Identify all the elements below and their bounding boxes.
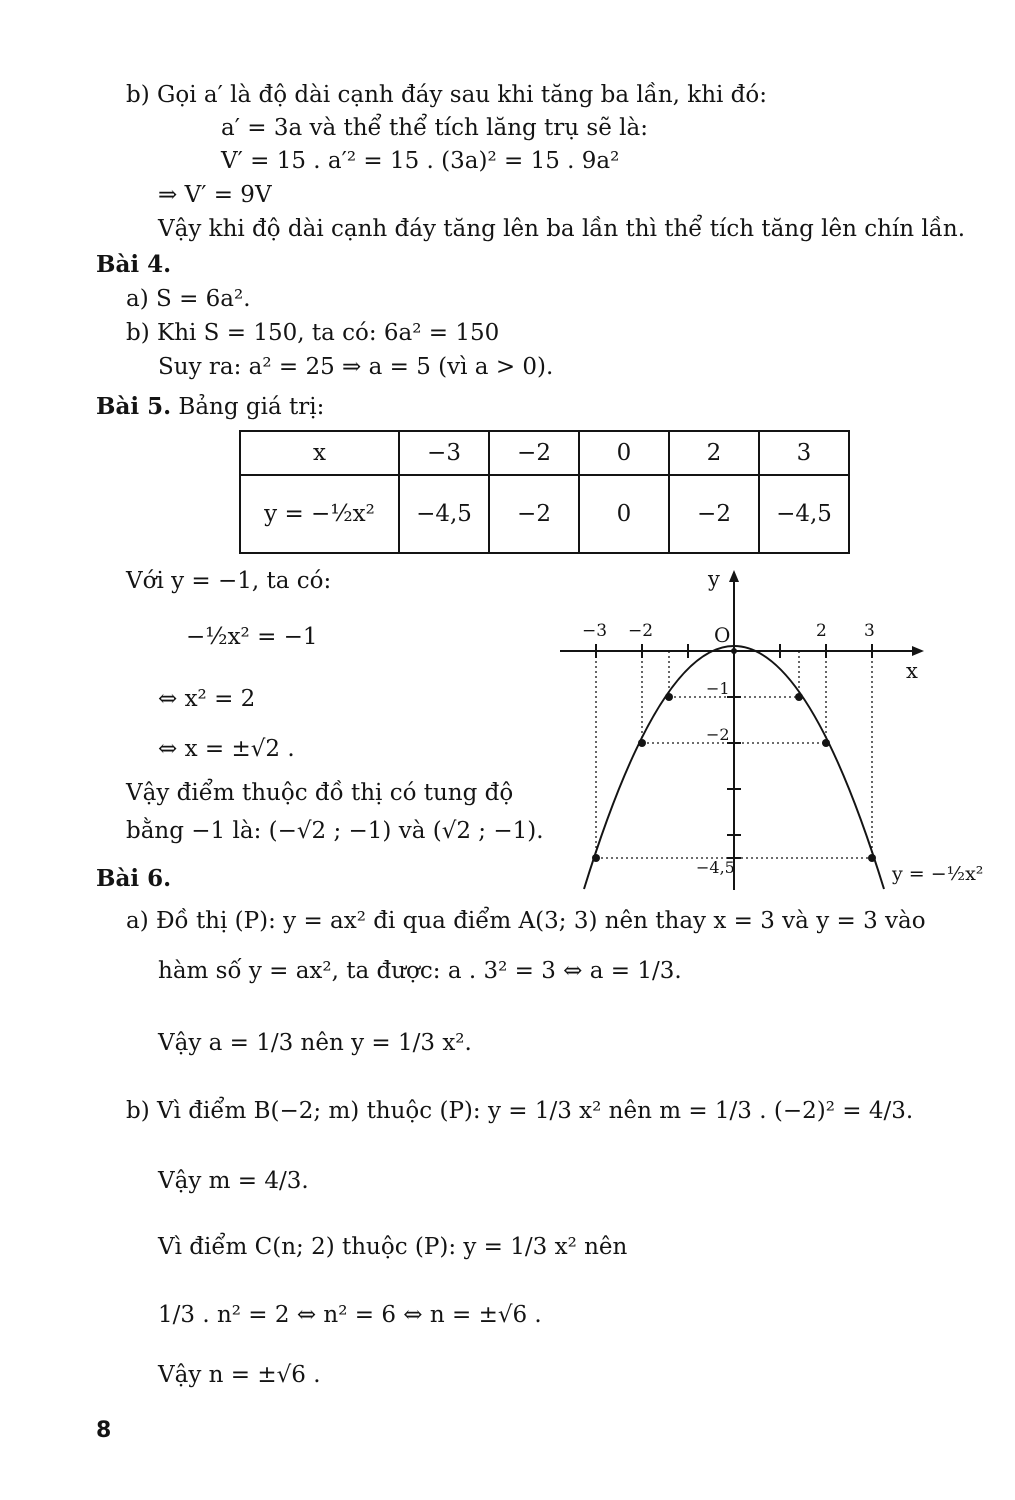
bai4-b: b) Khi S = 150, ta có: 6a² = 150 bbox=[126, 320, 500, 346]
y-formula: y = −½x² bbox=[264, 501, 375, 527]
table-row-x bbox=[240, 431, 849, 475]
y-tick-label: −4,5 bbox=[696, 858, 735, 877]
table-cell: −4,5 bbox=[399, 475, 489, 553]
x-axis-arrow bbox=[912, 646, 924, 656]
page-number: 8 bbox=[96, 1418, 112, 1443]
eq-2: ⇔ x² = 2 bbox=[158, 686, 256, 712]
table-cell: −4,5 bbox=[759, 475, 849, 553]
y-tick-label: −1 bbox=[706, 679, 730, 698]
origin-label: O bbox=[714, 623, 731, 647]
x-tick-label: −2 bbox=[628, 621, 654, 641]
part-b-line-1: b) Gọi a′ là độ dài cạnh đáy sau khi tăng ba lần, khi đó: bbox=[126, 82, 768, 108]
eq-1: −½x² = −1 bbox=[186, 624, 318, 650]
table-cell: 3 bbox=[759, 431, 849, 475]
bai4-heading: Bài 4. bbox=[96, 251, 172, 278]
table-cell-y-label bbox=[240, 475, 399, 553]
parabola-graph bbox=[550, 560, 1000, 900]
with-y-line: Với y = −1, ta có: bbox=[126, 568, 332, 594]
table-cell: −2 bbox=[489, 475, 579, 553]
bai5-title-rest: Bảng giá trị: bbox=[178, 394, 325, 420]
part-b-line-3: V′ = 15 . a′² = 15 . (3a)² = 15 . 9a² bbox=[221, 148, 620, 174]
table-cell-x-label: x bbox=[240, 431, 399, 475]
bai6-b-2: Vậy m = 4/3. bbox=[158, 1168, 309, 1194]
y-tick-label: −2 bbox=[706, 725, 730, 744]
x-tick-label: 2 bbox=[816, 621, 827, 641]
bai6-b-5: Vậy n = ±√6 . bbox=[158, 1362, 321, 1388]
part-b-line-5: Vậy khi độ dài cạnh đáy tăng lên ba lần thì thể tích tăng lên chín lần. bbox=[158, 216, 965, 242]
table-cell: −2 bbox=[669, 475, 759, 553]
bai6-heading: Bài 6. bbox=[96, 865, 172, 892]
value-table bbox=[239, 430, 850, 554]
y-axis-label: y bbox=[708, 567, 720, 591]
bai6-b-3: Vì điểm C(n; 2) thuộc (P): y = 1/3 x² nên bbox=[158, 1234, 628, 1260]
bai6-b-1: b) Vì điểm B(−2; m) thuộc (P): y = 1/3 x² nên m = 1/3 . (−2)² = 4/3. bbox=[126, 1098, 914, 1124]
part-b-line-2: a′ = 3a và thể thể tích lăng trụ sẽ là: bbox=[221, 115, 648, 141]
table-cell: 0 bbox=[579, 431, 669, 475]
curve-label: y = −½x² bbox=[892, 863, 984, 885]
bai6-b-4: 1/3 . n² = 2 ⇔ n² = 6 ⇔ n = ±√6 . bbox=[158, 1302, 542, 1328]
table-cell: 2 bbox=[669, 431, 759, 475]
conclusion-2: bằng −1 là: (−√2 ; −1) và (√2 ; −1). bbox=[126, 818, 544, 844]
table-cell: 0 bbox=[579, 475, 669, 553]
part-b-line-4: ⇒ V′ = 9V bbox=[158, 182, 272, 208]
bai5-title: Bài 5. bbox=[96, 393, 172, 420]
bai6-a-3: Vậy a = 1/3 nên y = 1/3 x². bbox=[158, 1030, 472, 1056]
table-cell: −2 bbox=[489, 431, 579, 475]
bai4-c: Suy ra: a² = 25 ⇒ a = 5 (vì a > 0). bbox=[158, 354, 554, 380]
bai6-a-2: hàm số y = ax², ta được: a . 3² = 3 ⇔ a = 1/3. bbox=[158, 958, 682, 984]
table-cell: −3 bbox=[399, 431, 489, 475]
x-axis-label: x bbox=[906, 659, 918, 683]
y-axis-arrow bbox=[729, 570, 739, 582]
x-tick-label: 3 bbox=[864, 621, 875, 641]
eq-3: ⇔ x = ±√2 . bbox=[158, 736, 295, 762]
bai5-heading bbox=[96, 392, 324, 422]
table-row-y bbox=[240, 475, 849, 553]
bai4-a: a) S = 6a². bbox=[126, 286, 251, 312]
x-tick-label: −3 bbox=[582, 621, 608, 641]
conclusion-1: Vậy điểm thuộc đồ thị có tung độ bbox=[126, 780, 514, 806]
bai6-a-1: a) Đồ thị (P): y = ax² đi qua điểm A(3; 3) nên thay x = 3 và y = 3 vào bbox=[126, 908, 926, 934]
